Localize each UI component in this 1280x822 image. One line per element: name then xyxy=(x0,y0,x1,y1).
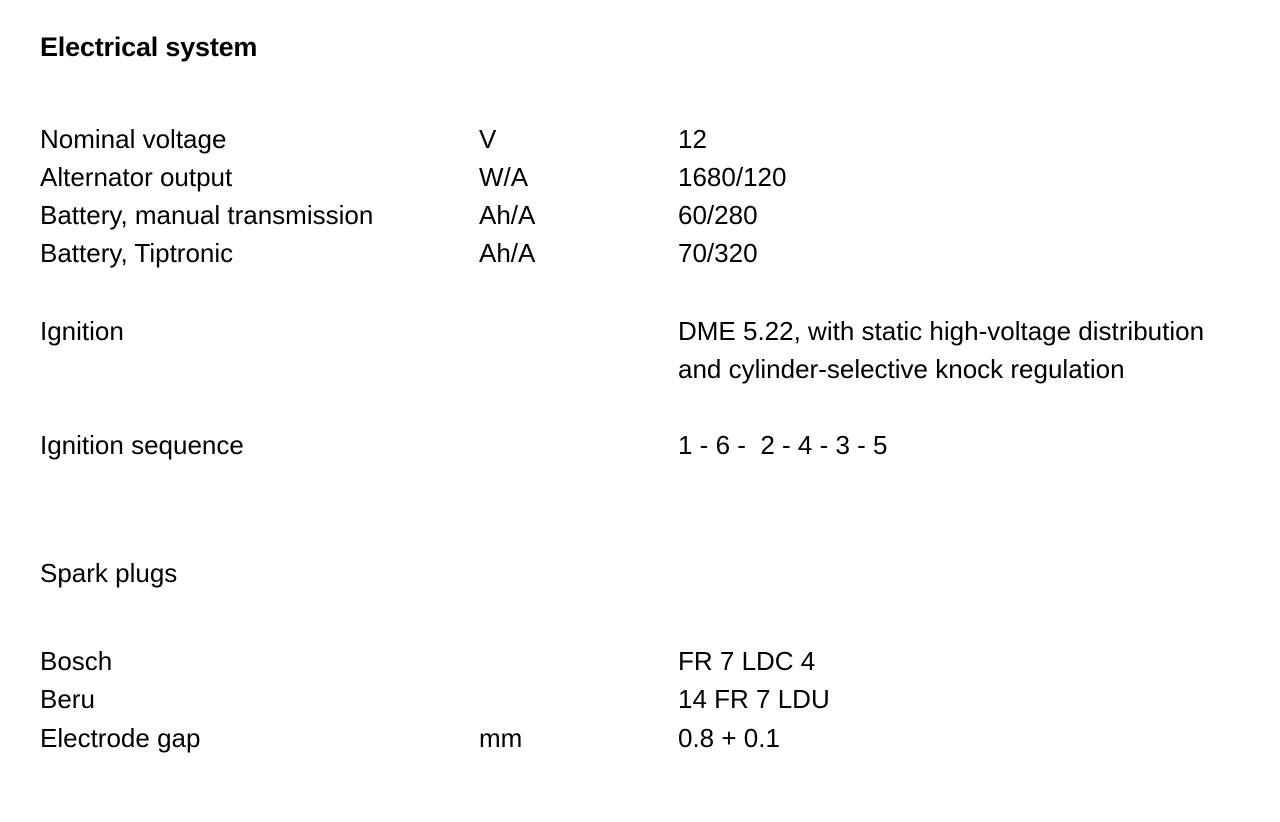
spec-value: 1680/120 xyxy=(678,162,787,192)
spec-value: 70/320 xyxy=(678,238,758,268)
spec-value-line: and cylinder-selective knock regulation xyxy=(678,354,1125,384)
spec-value-line: DME 5.22, with static high-voltage distribution xyxy=(678,316,1205,346)
spec-value: 60/280 xyxy=(678,200,758,230)
spec-row-battery-tiptronic xyxy=(0,234,1280,272)
spec-row-nominal-voltage xyxy=(0,120,1280,158)
spec-label: Battery, Tiptronic xyxy=(40,238,234,268)
spec-label: Bosch xyxy=(40,646,113,676)
spec-label: Alternator output xyxy=(40,162,233,192)
spec-unit: Ah/A xyxy=(479,238,536,268)
spec-label: Ignition xyxy=(40,316,124,346)
spec-label: Nominal voltage xyxy=(40,124,227,154)
spec-label: Electrode gap xyxy=(40,723,201,753)
spec-row-alternator-output xyxy=(0,158,1280,196)
spec-row-electrode-gap xyxy=(0,719,1280,757)
spec-value: 1 - 6 - 2 - 4 - 3 - 5 xyxy=(678,430,888,460)
spec-value: 14 FR 7 LDU xyxy=(678,684,830,714)
spec-row-battery-manual xyxy=(0,196,1280,234)
spark-plugs-heading-row xyxy=(0,554,1280,592)
spec-row-beru xyxy=(0,680,1280,718)
spec-value xyxy=(678,312,1204,388)
spec-value: 0.8 + 0.1 xyxy=(678,723,780,753)
spec-unit: W/A xyxy=(479,162,529,192)
spec-row-bosch xyxy=(0,642,1280,680)
spec-unit: Ah/A xyxy=(479,200,536,230)
subsection-heading: Spark plugs xyxy=(40,558,178,588)
spec-label: Beru xyxy=(40,684,95,714)
spec-label: Ignition sequence xyxy=(40,430,244,460)
spec-row-ignition-sequence xyxy=(0,426,1280,464)
spec-label: Battery, manual transmission xyxy=(40,200,374,230)
spec-value: 12 xyxy=(678,124,707,154)
spec-unit: mm xyxy=(479,723,523,753)
spec-value: FR 7 LDC 4 xyxy=(678,646,816,676)
spec-unit: V xyxy=(479,124,497,154)
section-title: Electrical system xyxy=(40,32,258,62)
